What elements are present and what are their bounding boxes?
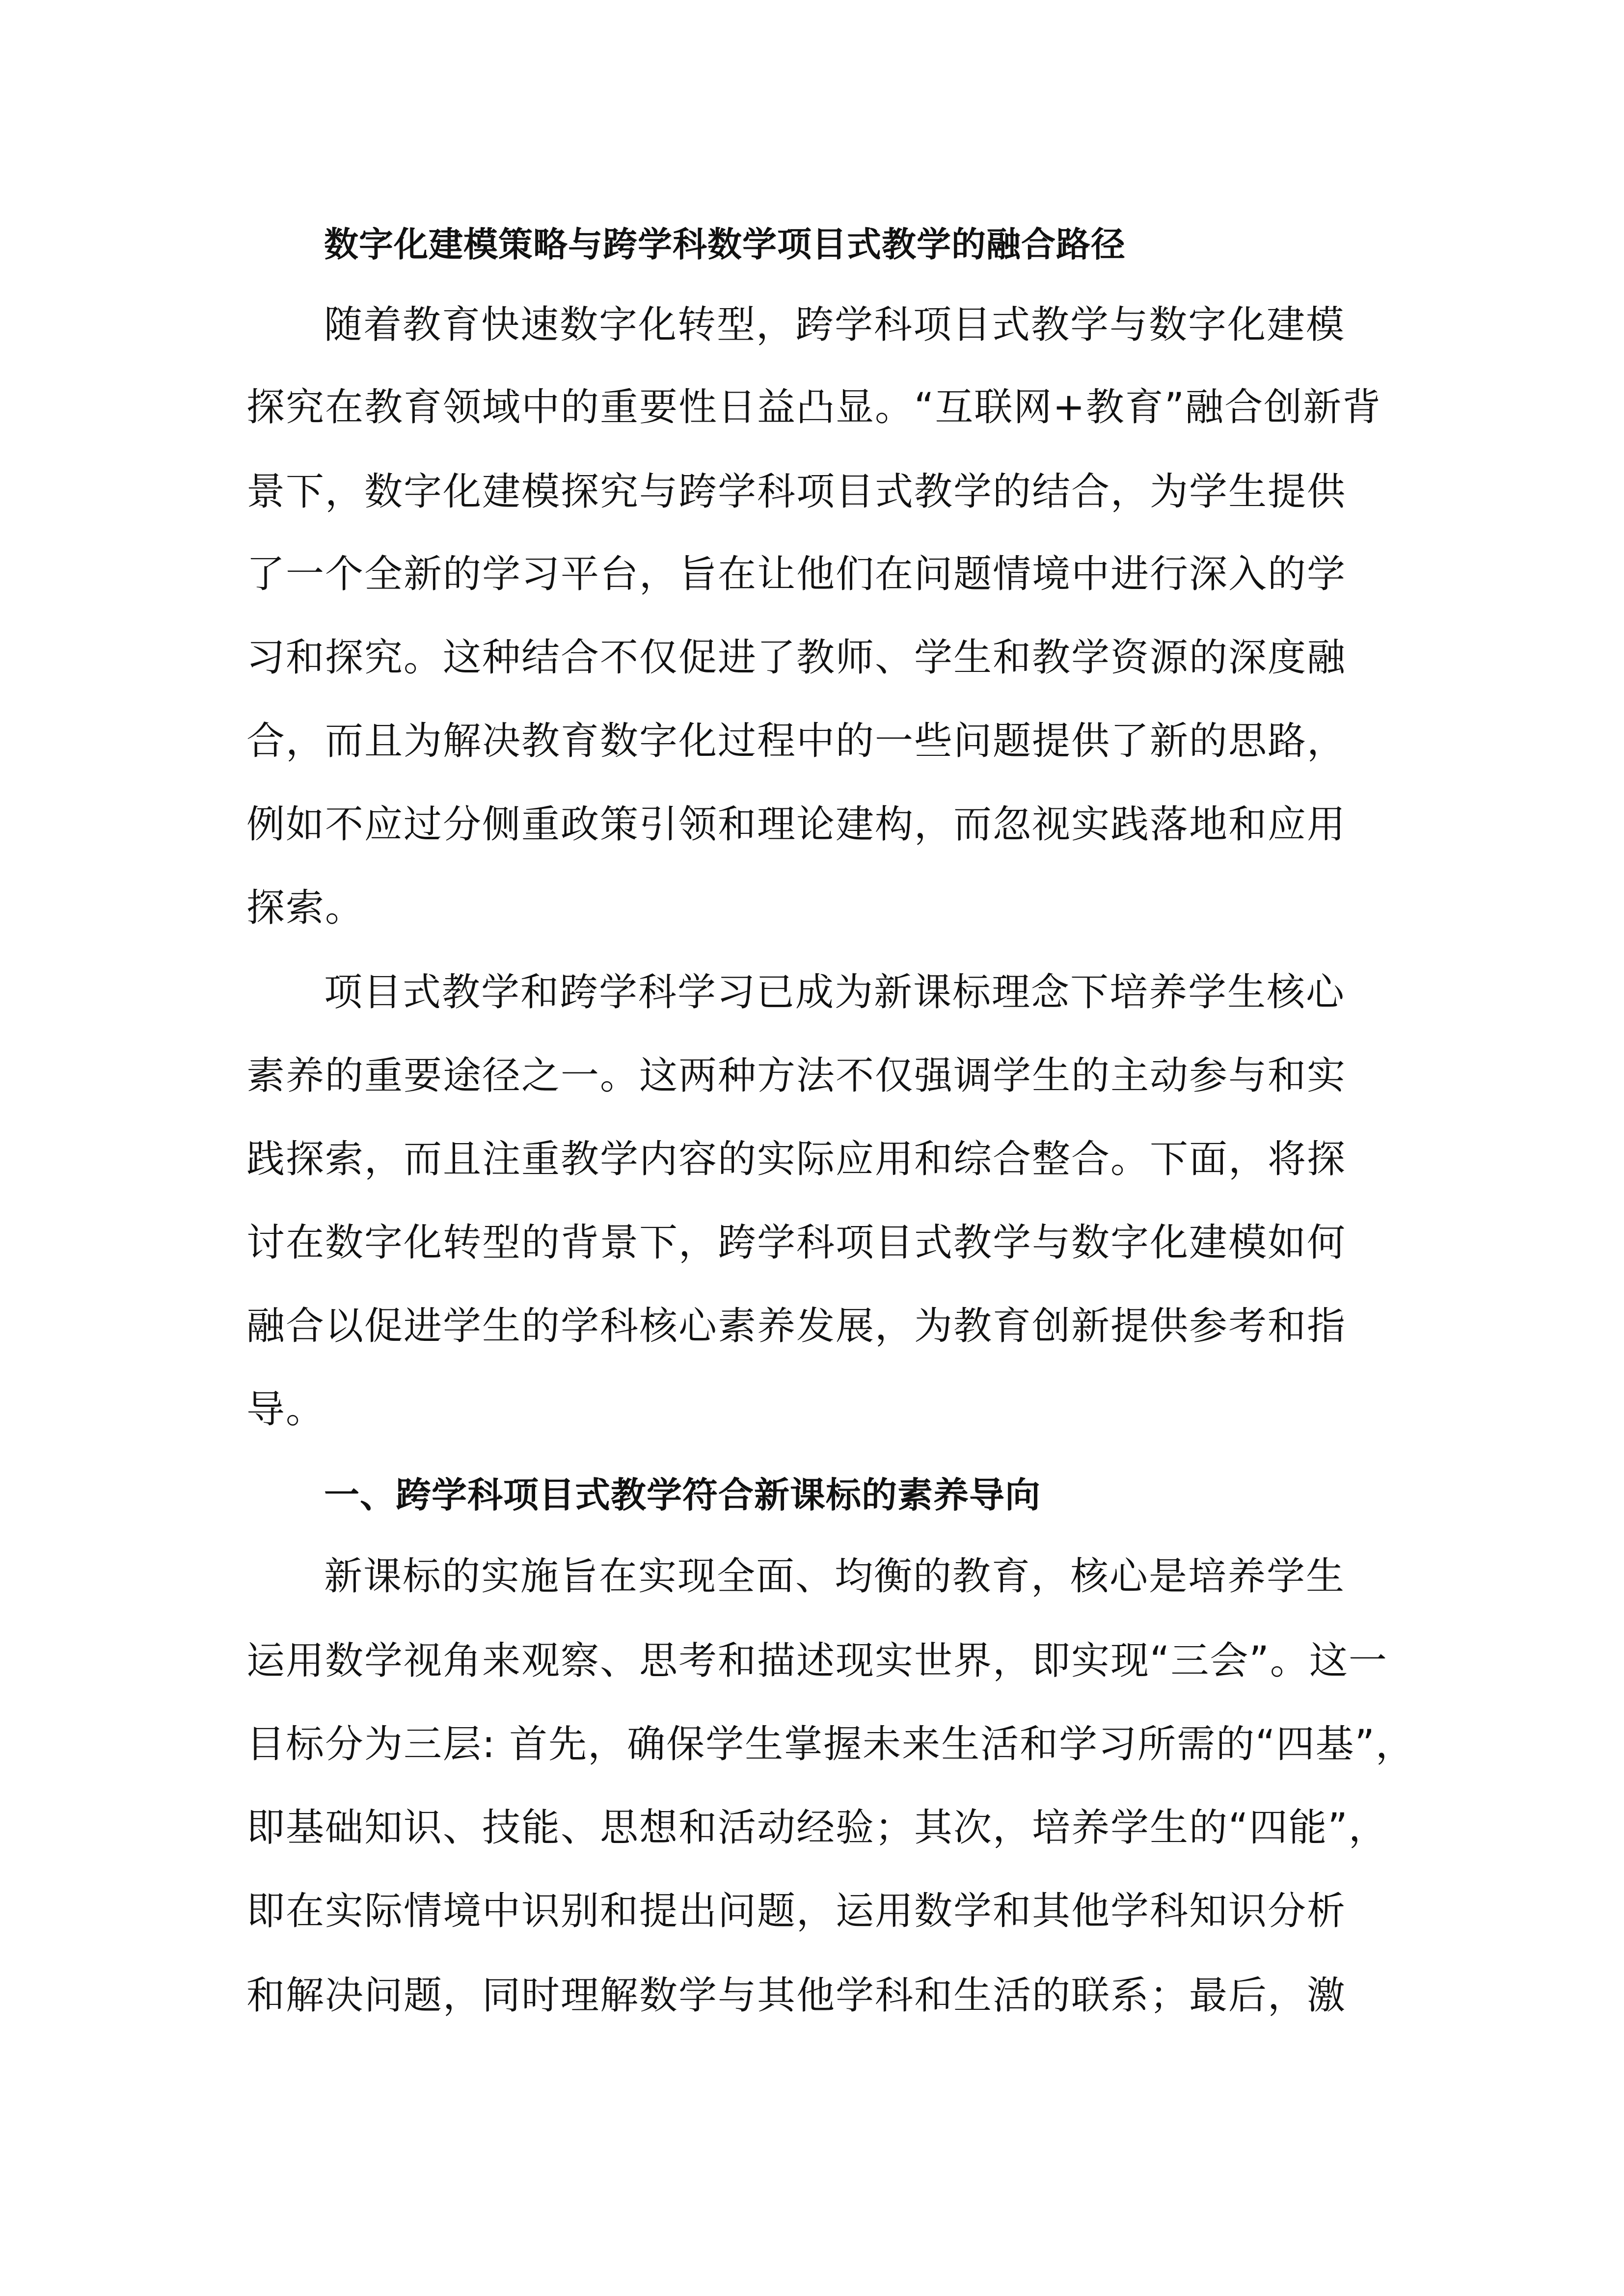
paragraph-1-line: 随着教育快速数字化转型，跨学科项目式教学与数字化建模: [324, 303, 1346, 347]
paragraph-2-line: 素养的重要途径之一。这两种方法不仅强调学生的主动参与和实: [246, 1054, 1347, 1098]
paragraph-1-line: 探究在教育领域中的重要性日益凸显。“互联网+教育”融合创新背: [246, 385, 1382, 429]
paragraph-3-line: 目标分为三层: 首先，确保学生掌握未来生活和学习所需的“四基”，: [246, 1722, 1415, 1766]
paragraph-1-line: 了一个全新的学习平台，旨在让他们在问题情境中进行深入的学: [246, 552, 1347, 596]
paragraph-1-line: 例如不应过分侧重政策引领和理论建构，而忽视实践落地和应用: [246, 802, 1347, 847]
paragraph-1-line: 合，而且为解决教育数字化过程中的一些问题提供了新的思路，: [246, 719, 1347, 763]
paragraph-3-line: 和解决问题，同时理解数学与其他学科和生活的联系；最后，激: [246, 1974, 1347, 2018]
paragraph-1-line: 景下，数字化建模探究与跨学科项目式教学的结合，为学生提供: [246, 470, 1347, 514]
paragraph-2-line: 导。: [246, 1388, 325, 1432]
paragraph-3-line: 即在实际情境中识别和提出问题，运用数学和其他学科知识分析: [246, 1889, 1347, 1933]
paragraph-2-line: 践探索，而且注重教学内容的实际应用和综合整合。下面，将探: [246, 1137, 1347, 1181]
document-title: 数字化建模策略与跨学科数学项目式教学的融合路径: [324, 224, 1126, 265]
paragraph-2-line: 讨在数字化转型的背景下，跨学科项目式教学与数字化建模如何: [246, 1221, 1347, 1265]
paragraph-1-line: 习和探究。这种结合不仅促进了教师、学生和教学资源的深度融: [246, 636, 1347, 680]
paragraph-2-line: 项目式教学和跨学科学习已成为新课标理念下培养学生核心: [324, 970, 1346, 1015]
paragraph-1-line: 探索。: [246, 886, 365, 930]
paragraph-3-line: 运用数学视角来观察、思考和描述现实世界，即实现“三会”。这一: [246, 1639, 1388, 1683]
paragraph-3-line: 即基础知识、技能、思想和活动经验；其次，培养学生的“四能”，: [246, 1806, 1388, 1850]
paragraph-3-line: 新课标的实施旨在实现全面、均衡的教育，核心是培养学生: [324, 1554, 1346, 1599]
section-heading: 一、跨学科项目式教学符合新课标的素养导向: [324, 1474, 1041, 1516]
paragraph-2-line: 融合以促进学生的学科核心素养发展，为教育创新提供参考和指: [246, 1304, 1347, 1348]
